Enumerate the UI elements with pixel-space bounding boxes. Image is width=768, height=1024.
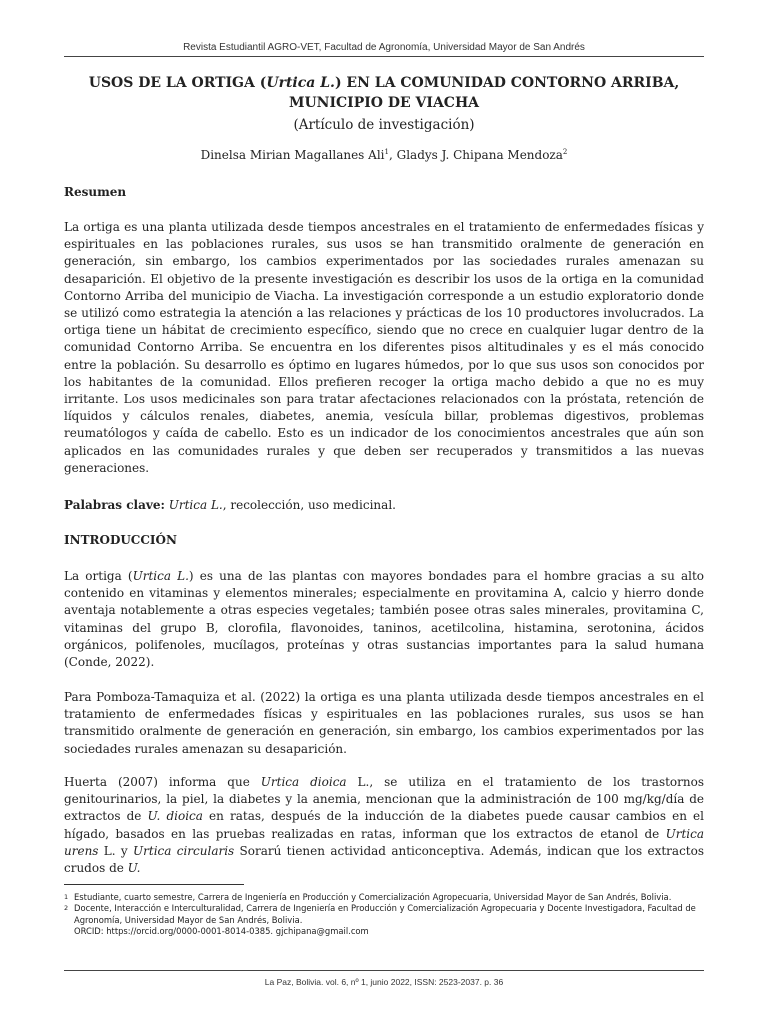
intro-paragraph-3 bbox=[64, 774, 704, 877]
footnote-2-mark: 2 bbox=[64, 904, 69, 913]
keywords-species: Urtica L. bbox=[168, 498, 223, 512]
intro-p3-e: Sorarú tienen actividad anticonceptiva. Además, indican que los extractos crudos de bbox=[64, 843, 704, 876]
intro-paragraph-2: Para Pomboza-Tamaquiza et al. (2022) la ortiga es una planta utilizada desde tiempos ancestrales en el tratamiento de enfermedades físicas y espirituales en las poblaciones rurales, sus usos se han transmitido oralmente de generación en generación, sin embargo, los cambios experimentados por las sociedades rurales amenazan su desaparición. bbox=[64, 690, 704, 756]
footnote-2-text: Docente, Interacción e Interculturalidad, Carrera de Ingeniería en Producción y Comercialización Agropecuaria y Docente Investigadora, Facultad de Agronomía, Universidad Mayor de San Andrés, Bolivia. bbox=[74, 903, 696, 925]
intro-p3-d: L. y bbox=[98, 843, 134, 858]
article-title bbox=[64, 73, 704, 113]
author-2: Gladys J. Chipana Mendoza bbox=[396, 148, 563, 162]
intro-p1-start: La ortiga ( bbox=[64, 569, 133, 583]
title-species: Urtica L. bbox=[266, 75, 335, 91]
keywords-rest: , recolección, uso medicinal. bbox=[222, 498, 396, 512]
intro-p1-rest: ) es una de las plantas con mayores bondades para el hombre gracias a su alto contenido en vitaminas y elementos minerales; especialmente en provitamina A, calcio y hierro donde aventaja notablemente a otras especies vegetales; también posee otras sales minerales, provitamina C, vitaminas del grupo B, clorofila, flavonoides, taninos, acetilcolina, histamina, serotonina, ácidos orgánicos, polifenoles, mucílagos, proteínas y otras sustancias importantes para la salud humana (Conde, 2022). bbox=[64, 569, 705, 670]
title-line2: MUNICIPIO DE VIACHA bbox=[288, 95, 480, 111]
intro-p1-species: Urtica L. bbox=[132, 569, 189, 583]
intro-p3-species-1: Urtica dioica bbox=[260, 775, 347, 789]
keywords-label: Palabras clave: bbox=[64, 498, 165, 512]
intro-p3-species-2: U. dioica bbox=[147, 809, 203, 824]
intro-p3-a: Huerta (2007) informa que bbox=[64, 775, 261, 789]
footnote-orcid: ORCID: https://orcid.org/0000-0001-8014-0385. gjchipana@gmail.com bbox=[74, 926, 369, 937]
author-2-mark: 2 bbox=[562, 148, 568, 156]
title-line1-end: ) EN LA COMUNIDAD CONTORNO ARRIBA, bbox=[334, 75, 680, 91]
intro-p3-b: L., se utiliza en el tratamiento de los trastornos genitourinarios, la piel, la diabetes y la anemia, mencionan que la administración de 100 mg/kg/día de extractos de bbox=[64, 775, 704, 824]
author-separator: , bbox=[388, 148, 397, 162]
introduccion-heading: INTRODUCCIÓN bbox=[64, 533, 177, 547]
resumen-heading: Resumen bbox=[64, 185, 127, 199]
intro-p3-species-3: Urtica urens bbox=[64, 826, 704, 858]
author-1: Dinelsa Mirian Magallanes Ali bbox=[200, 148, 385, 162]
article-type: (Artículo de investigación) bbox=[293, 117, 475, 133]
footnote-divider bbox=[64, 884, 244, 885]
intro-p3-c: en ratas, después de la inducción de la diabetes puede causar cambios en el hígado, basados en las pruebas realizadas en ratas, informan que los extractos de etanol de bbox=[64, 809, 705, 841]
running-header: Revista Estudiantil AGRO-VET, Facultad de Agronomía, Universidad Mayor de San Andrés bbox=[64, 42, 704, 57]
footnotes bbox=[64, 892, 704, 938]
author-1-mark: 1 bbox=[384, 148, 389, 156]
footnote-1 bbox=[64, 892, 704, 903]
title-block bbox=[64, 73, 704, 135]
footnote-1-text: Estudiante, cuarto semestre, Carrera de Ingeniería en Producción y Comercialización Agropecuaria, Universidad Mayor de San Andrés, Bolivia. bbox=[74, 892, 672, 902]
intro-paragraph-1 bbox=[64, 568, 704, 671]
intro-p3-species-5: U. bbox=[127, 861, 141, 876]
authors bbox=[64, 148, 704, 162]
title-line1-start: USOS DE LA ORTIGA ( bbox=[88, 75, 267, 91]
footnote-2 bbox=[64, 903, 704, 926]
footnote-1-mark: 1 bbox=[64, 893, 69, 901]
keywords bbox=[64, 497, 704, 514]
running-footer: La Paz, Bolivia. vol. 6, nº 1, junio 2022, ISSN: 2523-2037. p. 36 bbox=[64, 970, 704, 987]
intro-p3-species-4: Urtica circularis bbox=[133, 843, 235, 858]
resumen-text: La ortiga es una planta utilizada desde tiempos ancestrales en el tratamiento de enfermedades físicas y espirituales en las poblaciones rurales, sus usos se han transmitido oralmente de generación en generación, sin embargo, los cambios experimentados por las sociedades rurales amenazan su desaparición. El objetivo de la presente investigación es describir los usos de la ortiga en la comunidad Contorno Arriba del municipio de Viacha. La investigación corresponde a un estudio exploratorio donde se utilizó como estrategia la atención a las relaciones y prácticas de los 10 productores involucrados. La ortiga tiene un hábitat de crecimiento específico, siendo que no crece en cualquier lugar dentro de la comunidad Contorno Arriba. Se encuentra en los diferentes pisos altitudinales y es el más conocido entre la población. Su desarrollo es óptimo en lugares húmedos, por lo que sus usos son conocidos por los habitantes de la comunidad. Ellos prefieren recoger la ortiga macho debido a que no es muy irritante. Los usos medicinales son para tratar afectaciones relacionados con la próstata, retención de líquidos y cálculos renales, diabetes, anemia, vesícula billar, problemas digestivos, problemas reumatólogos y caída de cabello. Esto es un indicador de los conocimientos ancestrales que aún son aplicados en las comunidades rurales y que deben ser recuperados y transmitidos a las nuevas generaciones. bbox=[64, 220, 704, 475]
